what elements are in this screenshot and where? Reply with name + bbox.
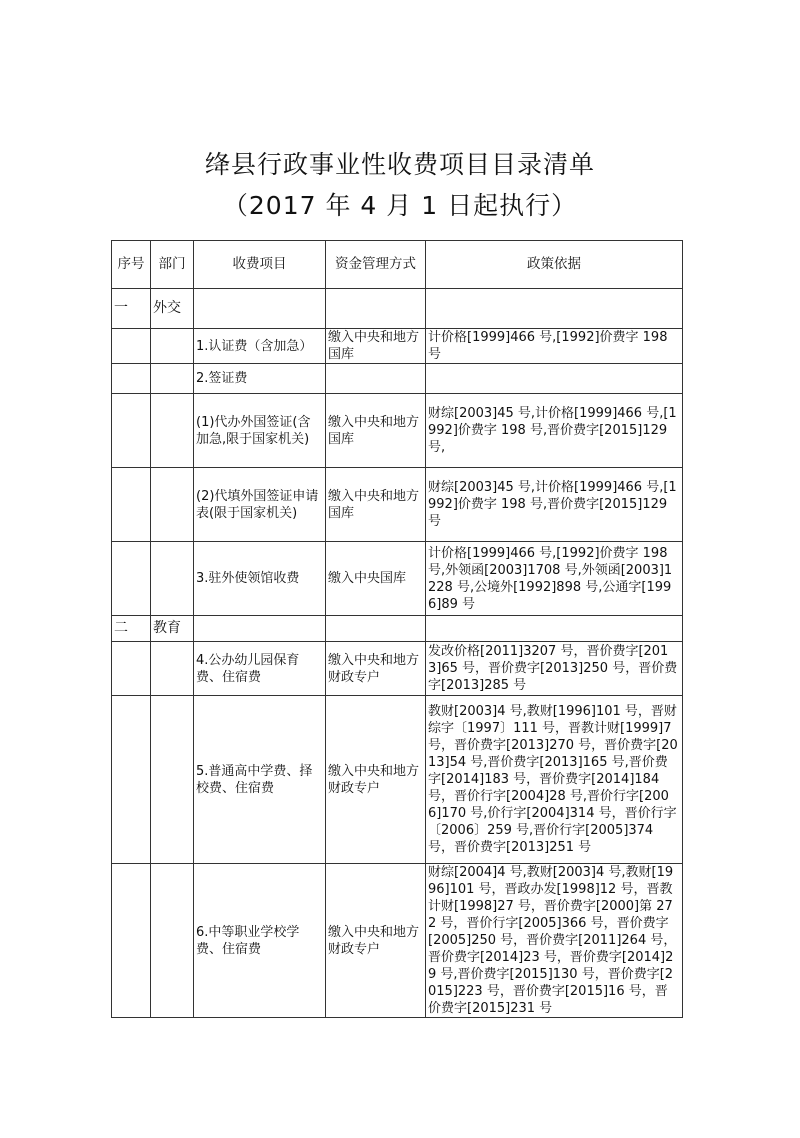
cell-fund: 缴入中央和地方国库: [326, 329, 426, 364]
table-row: [112, 642, 683, 696]
cell-seq: [112, 864, 151, 1018]
cell-item: 3.驻外使领馆收费: [194, 542, 326, 616]
document-subtitle: （2017 年 4 月 1 日起执行）: [222, 191, 578, 220]
cell-basis: [426, 616, 683, 642]
header-basis: 政策依据: [426, 241, 683, 289]
cell-item: 6.中等职业学校学费、住宿费: [194, 864, 326, 1018]
cell-basis: 计价格[1999]466 号,[1992]价费字 198 号: [426, 329, 683, 364]
table-row: [112, 468, 683, 542]
cell-seq: [112, 394, 151, 468]
cell-fund: 缴入中央国库: [326, 542, 426, 616]
header-dept: 部门: [151, 241, 194, 289]
cell-seq: 二: [112, 616, 151, 642]
cell-seq: [112, 642, 151, 696]
cell-basis: 财综[2003]45 号,计价格[1999]466 号,[1992]价费字 198 号,晋价费字[2015]129 号,: [426, 394, 683, 468]
cell-basis: 财综[2003]45 号,计价格[1999]466 号,[1992]价费字 198 号,晋价费字[2015]129 号: [426, 468, 683, 542]
cell-fund: 缴入中央和地方国库: [326, 468, 426, 542]
cell-item: 5.普通高中学费、择校费、住宿费: [194, 696, 326, 864]
cell-basis: 教财[2003]4 号,教财[1996]101 号，晋财综字〔1997〕111 号，晋教计财[1999]7 号，晋价费字[2013]270 号，晋价费字[2013]54 号,晋价费字[2013]165 号,晋价费字[2014]183 号，晋价费字[2014]184 号，晋价行字[2004]28 号,晋价行字[2006]170 号,价行字[2004]314 号，晋价行字〔2006〕259 号,晋价行字[2005]374 号，晋价费字[2013]251 号: [426, 696, 683, 864]
cell-fund: 缴入中央和地方财政专户: [326, 696, 426, 864]
cell-item: [194, 289, 326, 329]
cell-item: (2)代填外国签证申请表(限于国家机关): [194, 468, 326, 542]
cell-item: (1)代办外国签证(含加急,限于国家机关): [194, 394, 326, 468]
cell-fund: 缴入中央和地方国库: [326, 394, 426, 468]
fee-table: [111, 240, 683, 1018]
cell-item: 1.认证费（含加急）: [194, 329, 326, 364]
cell-item: 4.公办幼儿园保育费、住宿费: [194, 642, 326, 696]
table-row: [112, 364, 683, 394]
table-row: [112, 329, 683, 364]
cell-dept: [151, 364, 194, 394]
cell-seq: 一: [112, 289, 151, 329]
table-row: [112, 616, 683, 642]
cell-dept: [151, 542, 194, 616]
cell-item: 2.签证费: [194, 364, 326, 394]
cell-basis: 财综[2004]4 号,教财[2003]4 号,教财[1996]101 号，晋政办发[1998]12 号，晋教计财[1998]27 号，晋价费字[2000]第 272 号，晋价行字[2005]366 号，晋价费字[2005]250 号，晋价费字[2011]264 号，晋价费字[2014]23 号，晋价费字[2014]29 号,晋价费字[2015]130 号，晋价费字[2015]223 号，晋价费字[2015]16 号，晋价费字[2015]231 号: [426, 864, 683, 1018]
cell-fund: [326, 364, 426, 394]
cell-dept: [151, 642, 194, 696]
cell-seq: [112, 329, 151, 364]
header-seq: 序号: [112, 241, 151, 289]
cell-dept: 教育: [151, 616, 194, 642]
cell-basis: [426, 364, 683, 394]
cell-fund: 缴入中央和地方财政专户: [326, 864, 426, 1018]
document-title: 绛县行政事业性收费项目目录清单: [204, 150, 595, 179]
table-row: [112, 289, 683, 329]
cell-seq: [112, 696, 151, 864]
header-fund: 资金管理方式: [326, 241, 426, 289]
header-row: [112, 241, 683, 289]
cell-seq: [112, 468, 151, 542]
cell-fund: 缴入中央和地方财政专户: [326, 642, 426, 696]
cell-basis: 计价格[1999]466 号,[1992]价费字 198 号,外领函[2003]1708 号,外领函[2003]1228 号,公境外[1992]898 号,公通字[1996]89 号: [426, 542, 683, 616]
cell-seq: [112, 542, 151, 616]
cell-dept: 外交: [151, 289, 194, 329]
table-row: [112, 394, 683, 468]
cell-fund: [326, 289, 426, 329]
table-row: [112, 542, 683, 616]
cell-item: [194, 616, 326, 642]
cell-fund: [326, 616, 426, 642]
cell-dept: [151, 468, 194, 542]
cell-basis: [426, 289, 683, 329]
cell-dept: [151, 864, 194, 1018]
cell-dept: [151, 696, 194, 864]
cell-dept: [151, 394, 194, 468]
cell-seq: [112, 364, 151, 394]
cell-basis: 发改价格[2011]3207 号，晋价费字[2013]65 号，晋价费字[2013]250 号，晋价费字[2013]285 号: [426, 642, 683, 696]
header-item: 收费项目: [194, 241, 326, 289]
table-row: [112, 696, 683, 864]
table-row: [112, 864, 683, 1018]
cell-dept: [151, 329, 194, 364]
